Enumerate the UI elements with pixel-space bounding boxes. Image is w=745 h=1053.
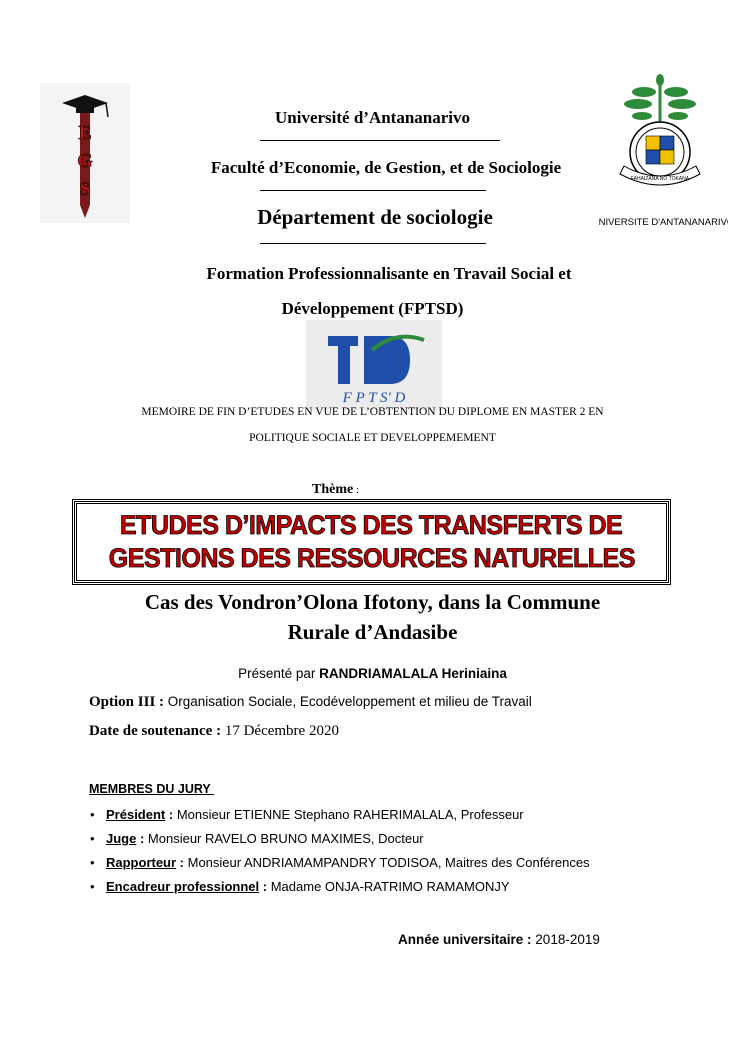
thesis-title-line-2: GESTIONS DES RESSOURCES NATURELLES — [108, 543, 635, 573]
presenter — [120, 666, 625, 681]
thesis-title-box — [74, 501, 669, 583]
bullet-icon: • — [90, 831, 95, 846]
university-seal — [598, 70, 728, 230]
egs-letter-g: G — [77, 150, 93, 172]
jury-person: Monsieur ETIENNE Stephano RAHERIMALALA, Professeur — [176, 807, 524, 822]
jury-role: Rapporteur — [106, 855, 177, 870]
fptsd-logo-text: F P T S' D — [342, 390, 406, 406]
egs-letter-s: S — [79, 178, 91, 200]
seal-caption: UNIVERSITE D'ANTANANARIVO — [598, 217, 728, 228]
theme-label-text: Thème — [312, 482, 354, 497]
faculty-name: Faculté d’Economie, de Gestion, et de Sociologie — [210, 158, 562, 177]
egs-letter-e: E — [78, 122, 92, 144]
fptsd-logo-graphic — [306, 320, 442, 410]
bullet-icon: • — [90, 807, 95, 822]
university-name: Université d’Antananarivo — [274, 108, 471, 127]
jury-person: Monsieur ANDRIAMAMPANDRY TODISOA, Maitres des Conférences — [187, 855, 590, 870]
thesis-subtitle-line-2: Rurale d’Andasibe — [287, 620, 458, 644]
presenter-name: RANDRIAMALALA Heriniaina — [319, 666, 507, 681]
egs-logo — [40, 83, 130, 223]
jury-role: Président — [106, 807, 166, 822]
presenter-prefix: Présenté par — [238, 666, 320, 681]
theme-label-colon: : — [353, 484, 360, 496]
jury-separator: : — [136, 831, 148, 846]
option-line — [89, 693, 532, 711]
jury-member — [90, 831, 590, 855]
academic-year — [398, 932, 600, 947]
bullet-icon: • — [90, 855, 95, 870]
jury-separator: : — [165, 807, 177, 822]
jury-member — [90, 807, 590, 831]
jury-person: Monsieur RAVELO BRUNO MAXIMES, Docteur — [147, 831, 424, 846]
fptsd-logo — [306, 320, 442, 410]
jury-heading: MEMBRES DU JURY — [89, 782, 215, 796]
university-seal-graphic — [598, 70, 728, 230]
jury-separator: : — [259, 879, 271, 894]
jury-list — [90, 807, 590, 903]
formation-line-1: Formation Professionnalisante en Travail Social et — [206, 264, 572, 283]
jury-member — [90, 879, 590, 903]
thesis-title-line-1: ETUDES D’IMPACTS DES TRANSFERTS DE — [120, 510, 623, 540]
jury-member — [90, 855, 590, 879]
bullet-icon: • — [90, 879, 95, 894]
header-divider-2 — [260, 190, 486, 191]
option-label: Option III : — [89, 694, 168, 710]
formation-line-2: Développement (FPTSD) — [281, 299, 464, 318]
jury-role: Juge — [106, 831, 137, 846]
option-value: Organisation Sociale, Ecodéveloppement et milieu de Travail — [167, 694, 532, 709]
department-name: Département de sociologie — [257, 205, 493, 229]
defense-date-label: Date de soutenance : — [89, 723, 225, 739]
memoire-line-1: MEMOIRE DE FIN D’ETUDES EN VUE DE L’OBTENTION DU DIPLOME EN MASTER 2 EN — [141, 406, 604, 418]
jury-person: Madame ONJA-RATRIMO RAMAMONJY — [270, 879, 510, 894]
theme-label — [312, 482, 359, 498]
thesis-subtitle-line-1: Cas des Vondron’Olona Ifotony, dans la Commune — [144, 590, 601, 614]
academic-year-label: Année universitaire : — [398, 932, 536, 947]
defense-date-line — [89, 722, 339, 740]
seal-motto: FAHAIZANA NO TOKANA — [630, 176, 690, 182]
header-divider-3 — [260, 243, 486, 244]
jury-separator: : — [176, 855, 188, 870]
academic-year-value: 2018-2019 — [535, 932, 600, 947]
defense-date-value: 17 Décembre 2020 — [224, 723, 339, 739]
header-divider-1 — [260, 140, 500, 141]
egs-logo-graphic — [40, 83, 130, 223]
memoire-line-2: POLITIQUE SOCIALE ET DEVELOPPEMEMENT — [249, 432, 496, 444]
jury-role: Encadreur professionnel — [106, 879, 260, 894]
